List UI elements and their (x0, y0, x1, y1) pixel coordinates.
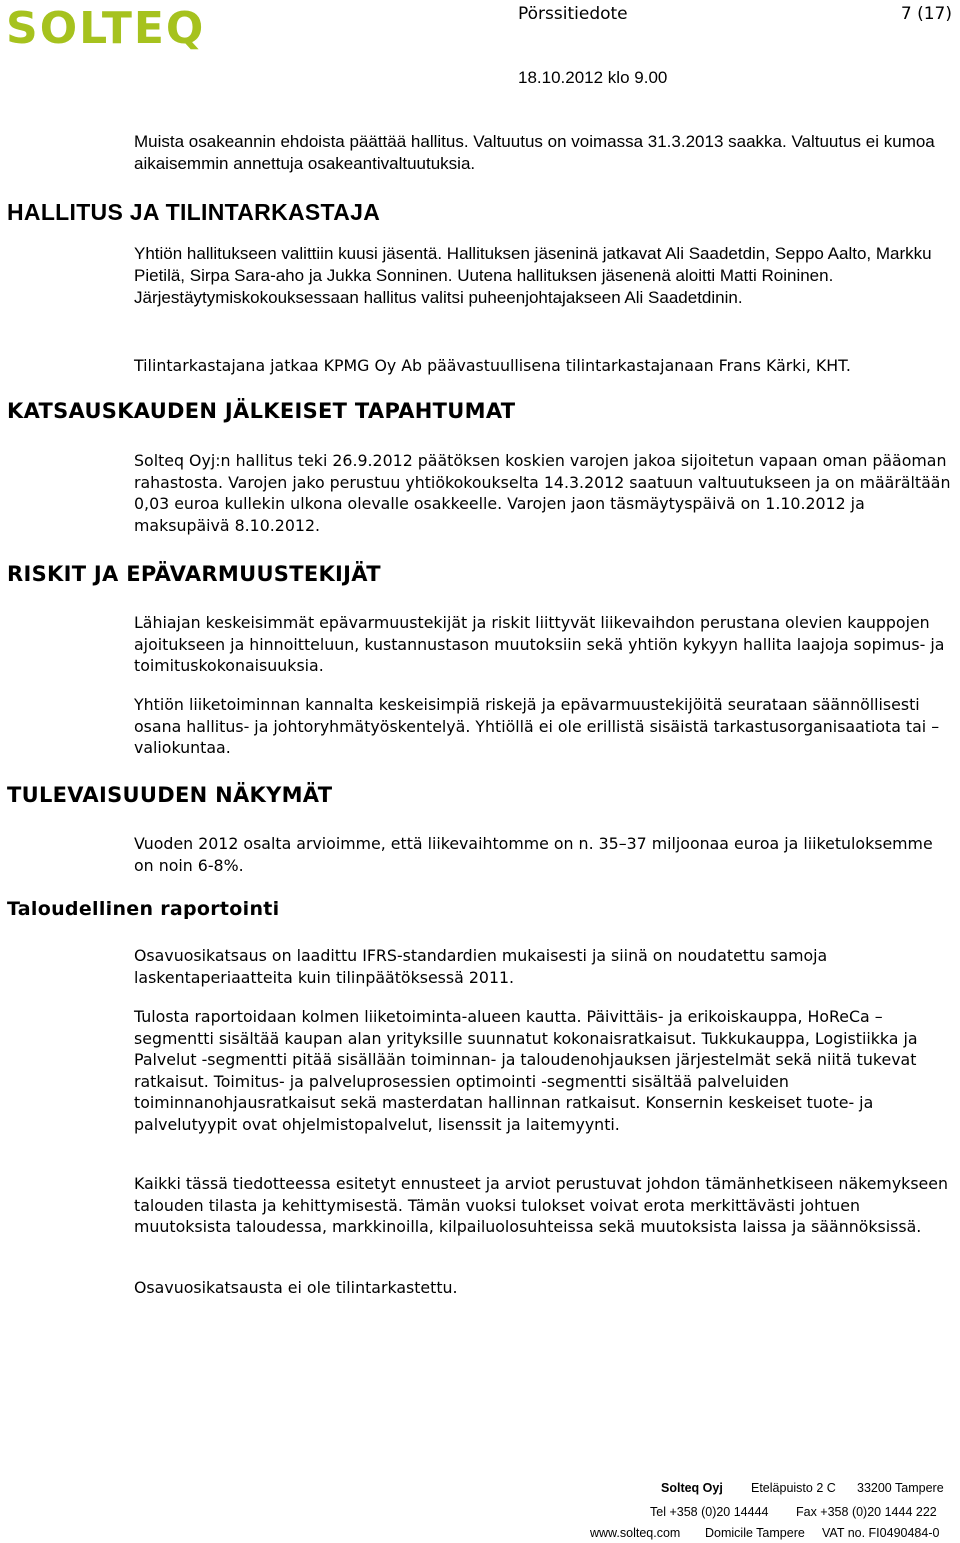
heading-riskit: RISKIT JA EPÄVARMUUSTEKIJÄT (7, 562, 381, 586)
footer-company (661, 1481, 723, 1495)
footer-tel: Tel +358 (0)20 14444 (650, 1505, 769, 1519)
solteq-logo-graphic (6, 2, 238, 56)
intro-paragraph: Muista osakeannin ehdoista päättää hallitus. Valtuutus on voimassa 31.3.2013 saakka. Valtuutus ei kumoa aikaisemmin annettuja osakeantivaltuutuksia. (134, 132, 935, 173)
heading-katsaus: KATSAUSKAUDEN JÄLKEISET TAPAHTUMAT (7, 399, 516, 423)
riskit-paragraph-2: Yhtiön liiketoiminnan kannalta keskeisimpiä riskejä ja epävarmuustekijöitä seurataan säännöllisesti osana hallitus- ja johtoryhmätyöskentelyä. Yhtiöllä ei ole erillistä sisäistä tarkastusorganisaatiota tai –valiokuntaa. (134, 695, 940, 757)
heading-tulevaisuus: TULEVAISUUDEN NÄKYMÄT (7, 783, 333, 807)
katsaus-paragraph-1: Solteq Oyj:n hallitus teki 26.9.2012 päätöksen koskien varojen jakoa sijoitetun vapaan oman pääoman rahastosta. Varojen jako perustuu yhtiökokoukselta 14.3.2012 saatuun valtuutukseen ja on määrältään 0,03 euroa kullekin ulkona olevalle osakkeelle. Varojen jaon täsmäytyspäivä on 1.10.2012 ja maksupäivä 8.10.2012. (134, 451, 951, 535)
hallitus-paragraph-1: Yhtiön hallitukseen valittiin kuusi jäsentä. Hallituksen jäseninä jatkavat Ali Saadetdin, Seppo Aalto, Markku Pietilä, Sirpa Sara-aho ja Jukka Sonninen. Uutena hallituksen jäsenenä aloitti Matti Roininen. Järjestäytymiskokouksessaan hallitus valitsi puheenjohtajakseen Ali Saadetdinin. (134, 244, 932, 307)
footer-street: Eteläpuisto 2 C (751, 1481, 836, 1495)
raportointi-paragraph-2: Tulosta raportoidaan kolmen liiketoiminta-alueen kautta. Päivittäis- ja erikoiskauppa, HoReCa –segmentti sisältää kaupan alan yrityksille suunnatut kokonaisratkaisut. Tukkukauppa, Logistiikka ja Palvelut -segmentti pitää sisällään toiminnan- ja taloudenohjauksen järjestelmät sekä niitä tukevat ratkaisut. Toimitus- ja palveluprosessien optimointi -segmentti sisältää palveluiden toiminnanohjausratkaisut sekä masterdatan hallinnan ratkaisut. Konsernin keskeiset tuote- ja palvelutyypit ovat ohjelmistopalvelut, lisenssit ja laitemyynti. (134, 1007, 918, 1134)
footer-web-link[interactable]: www.solteq.com (590, 1526, 681, 1540)
page-number: 7 (17) (900, 4, 952, 24)
footer-domicile: Domicile Tampere (705, 1526, 805, 1540)
hallitus-paragraph-2: Tilintarkastajana jatkaa KPMG Oy Ab päävastuullisena tilintarkastajanaan Frans Kärki, KHT. (134, 356, 851, 375)
release-date: 18.10.2012 klo 9.00 (518, 68, 668, 87)
heading-raportointi: Taloudellinen raportointi (7, 898, 280, 920)
footer-fax: Fax +358 (0)20 1444 222 (796, 1505, 937, 1519)
tulevaisuus-paragraph-1: Vuoden 2012 osalta arvioimme, että liikevaihtomme on n. 35–37 miljoonaa euroa ja liiketuloksemme on noin 6-8%. (134, 834, 933, 875)
riskit-paragraph-1: Lähiajan keskeisimmät epävarmuustekijät ja riskit liittyvät liikevaihdon perustana olevien kauppojen ajoitukseen ja hinnoitteluun, kustannustason muutoksiin sekä yhtiön kykyyn hallita laajoja sopimus- ja toimituskokonaisuuksia. (134, 613, 945, 675)
raportointi-paragraph-3: Kaikki tässä tiedotteessa esitetyt ennusteet ja arviot perustuvat johdon tämänhetkiseen näkemykseen talouden tilasta ja kehittymisestä. Tämän vuoksi tulokset voivat erota merkittävästi johtuen muutoksista taloudessa, markkinoilla, kilpailuolosuhteissa sekä muutoksista laissa ja säännöksissä. (134, 1174, 948, 1236)
footer-vat: VAT no. FI0490484-0 (822, 1526, 940, 1540)
solteq-logo (6, 2, 238, 61)
heading-hallitus: HALLITUS JA TILINTARKASTAJA (7, 199, 381, 225)
raportointi-paragraph-1: Osavuosikatsaus on laadittu IFRS-standardien mukaisesti ja siinä on noudatettu samoja laskentaperiaatteita kuin tilinpäätöksessä 2011. (134, 946, 828, 987)
logo-wordmark: SOLTEQ (6, 3, 206, 54)
footer-company-name: Solteq Oyj (661, 1481, 723, 1495)
raportointi-paragraph-4: Osavuosikatsausta ei ole tilintarkastettu. (134, 1278, 458, 1297)
document-type: Pörssitiedote (518, 4, 628, 24)
footer-city: 33200 Tampere (857, 1481, 944, 1495)
